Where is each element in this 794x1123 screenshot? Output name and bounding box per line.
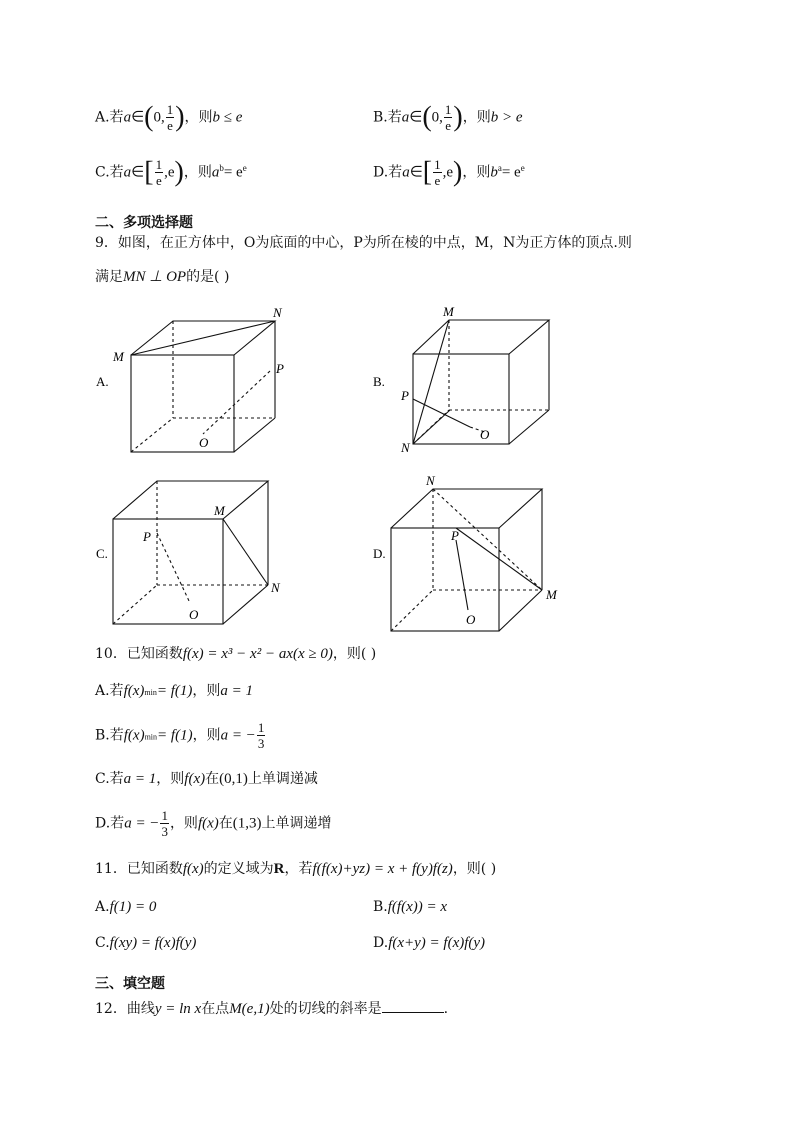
- q8-option-b: B.若a∈(0, $\frac{1}{e}$ )，则b > e: [373, 101, 523, 133]
- q8-option-d: D.若a∈[ $\frac{1}{e}$ ,e)，则$b^a= e^e$: [373, 156, 525, 188]
- q9-stem-line1: 9．如图，在正方体中，O为底面的中心，P为所在棱的中点，M，N为正方体的顶点.则: [95, 235, 632, 251]
- svg-text:M: M: [443, 304, 454, 319]
- svg-text:O: O: [189, 607, 199, 622]
- svg-text:M: M: [546, 587, 557, 602]
- option-label: D.若: [373, 164, 403, 181]
- svg-text:O: O: [466, 612, 476, 627]
- fraction: $\frac{1}{3}$: [161, 808, 168, 839]
- q11-option-c: C.f(xy) = f(x)f(y): [95, 935, 197, 951]
- q10-option-d: D.若a = − $\frac{1}{3}$ ，则f(x)在(1,3)上单调递增: [95, 808, 332, 839]
- svg-text:N: N: [271, 580, 280, 595]
- q11-stem: 11．已知函数f(x)的定义域为R，若f(f(x)+yz) = x + f(y)f(z)，则( ): [95, 861, 497, 877]
- q11-option-a: A.f(1) = 0: [95, 899, 157, 915]
- option-label: A.若: [95, 109, 124, 126]
- q10-stem: 10．已知函数f(x) = x³ − x² − ax(x ≥ 0)，则( ): [95, 646, 377, 662]
- fig-b-label: B.: [373, 374, 385, 389]
- q10-option-c: C.若a = 1，则f(x)在(0,1)上单调递减: [95, 771, 318, 787]
- svg-text:P: P: [276, 361, 284, 376]
- cube-figure-a: [131, 321, 275, 452]
- q10-option-b: B.若f(x)min= f(1)，则a = − $\frac{1}{3}$: [95, 720, 265, 751]
- section-title-fill-in: 三、填空题: [95, 976, 165, 992]
- svg-text:O: O: [199, 435, 209, 450]
- fraction: $\frac{1}{3}$: [257, 720, 265, 751]
- q12-stem: 12．曲线y = ln x在点M(e,1)处的切线的斜率是 .: [95, 998, 448, 1018]
- svg-text:M: M: [214, 503, 225, 518]
- q11-option-d: D.f(x+y) = f(x)f(y): [373, 935, 486, 951]
- cube-figure-d: [391, 489, 542, 631]
- fraction: $\frac{1}{e}$: [155, 157, 163, 188]
- q9-stem-line2: 满足MN ⊥ OP的是( ): [95, 269, 230, 285]
- q10-option-a: A.若f(x)min= f(1)，则a = 1: [95, 683, 253, 699]
- q8-option-c: C.若a∈[ $\frac{1}{e}$ ,e)，则$a^b= e^e$: [95, 156, 247, 188]
- svg-text:O: O: [480, 427, 490, 442]
- svg-text:N: N: [401, 440, 410, 455]
- svg-text:P: P: [401, 388, 409, 403]
- fraction: $\frac{1}{e}$: [166, 102, 174, 133]
- section-title-multiple-choice: 二、多项选择题: [95, 215, 193, 231]
- cube-figure-b: [413, 320, 549, 444]
- svg-text:N: N: [426, 473, 435, 488]
- option-label: B.若: [373, 109, 402, 126]
- answer-blank[interactable]: [382, 998, 444, 1013]
- fraction: $\frac{1}{e}$: [444, 102, 452, 133]
- option-label: C.若: [95, 164, 124, 181]
- svg-text:P: P: [451, 528, 459, 543]
- fig-c-label: C.: [96, 546, 108, 561]
- svg-text:M: M: [113, 349, 124, 364]
- fig-a-label: A.: [96, 374, 109, 389]
- fig-d-label: D.: [373, 546, 386, 561]
- fraction: $\frac{1}{e}$: [434, 157, 441, 188]
- q8-option-a: A.若a∈(0, $\frac{1}{e}$ )，则b ≤ e: [95, 101, 243, 133]
- q11-option-b: B.f(f(x)) = x: [373, 899, 448, 915]
- svg-text:N: N: [273, 305, 282, 320]
- cube-figure-c: [113, 481, 268, 624]
- svg-text:P: P: [143, 529, 151, 544]
